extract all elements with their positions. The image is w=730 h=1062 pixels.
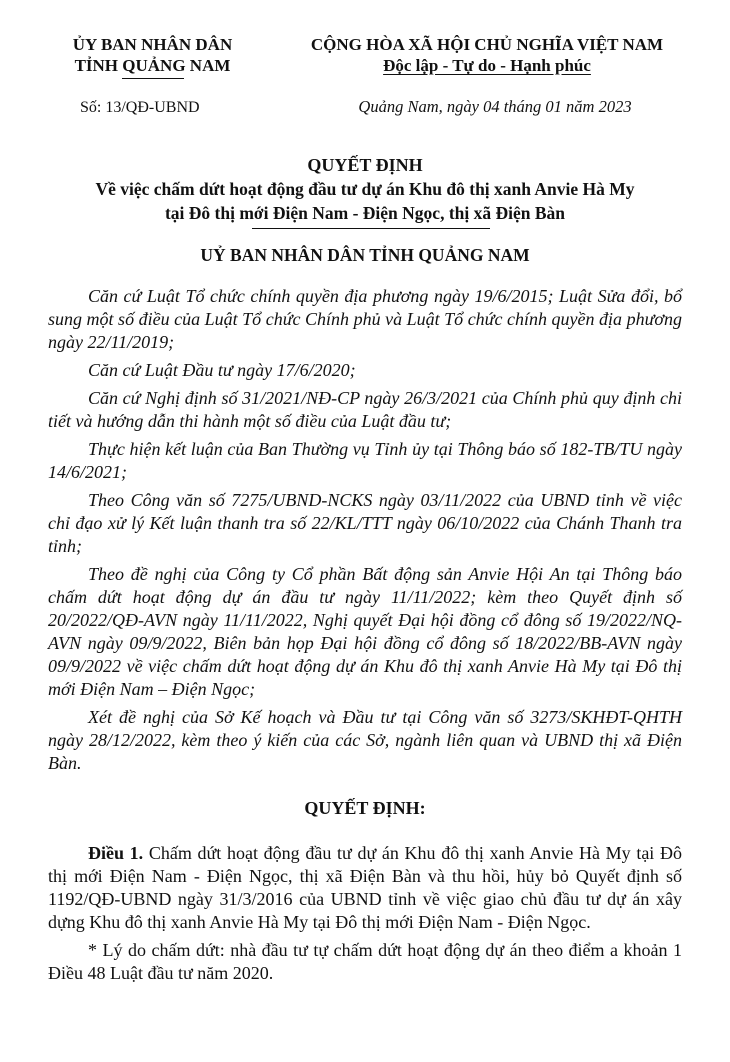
national-motto: Độc lập - Tự do - Hạnh phúc: [383, 56, 591, 75]
national-title: CỘNG HÒA XÃ HỘI CHỦ NGHĨA VIỆT NAM: [310, 35, 664, 54]
article-1-paragraph: [48, 842, 682, 934]
document-type: QUYẾT ĐỊNH: [307, 155, 423, 175]
preamble-paragraph: Căn cứ Luật Đầu tư ngày 17/6/2020;: [88, 360, 356, 380]
document-subject-line1: Về việc chấm dứt hoạt động đầu tư dự án Khu đô thị xanh Anvie Hà My: [95, 179, 635, 199]
place-and-date: Quảng Nam, ngày 04 tháng 01 năm 2023: [358, 97, 632, 116]
preamble-paragraph: Căn cứ Nghị định số 31/2021/NĐ-CP ngày 26/3/2021 của Chính phủ quy định chi tiết và hướng dẫn thi hành một số điều của Luật đầu tư;: [48, 388, 682, 431]
document-body: [48, 285, 682, 990]
issuing-authority-line2: TỈNH QUẢNG NAM: [74, 56, 231, 75]
preamble-paragraph: Theo đề nghị của Công ty Cổ phần Bất động sản Anvie Hội An tại Thông báo chấm dứt hoạt động dự án đầu tư ngày 11/11/2022; kèm theo Quyết định số 20/2022/QĐ-AVN ngày 11/11/2022, Nghị quyết Đại hội đồng cổ đông số 19/2022/NQ-AVN ngày 09/9/2022, Biên bản họp Đại hội đồng cổ đông số 18/2022/BB-AVN ngày 09/9/2022 về việc chấm dứt hoạt động dự án Khu đô thị xanh Anvie Hà My tại Đô thị mới Điện Nam – Điện Ngọc;: [48, 564, 682, 699]
article-1-reason: * Lý do chấm dứt: nhà đầu tư tự chấm dứt hoạt động dự án theo điểm a khoản 1 Điều 48 Luật đầu tư năm 2020.: [48, 940, 682, 983]
preamble-paragraph: Căn cứ Luật Tổ chức chính quyền địa phương ngày 19/6/2015; Luật Sửa đổi, bổ sung một số điều của Luật Tổ chức Chính phủ và Luật Tổ chức chính quyền địa phương ngày 22/11/2019;: [48, 286, 682, 352]
article-1-text: Chấm dứt hoạt động đầu tư dự án Khu đô thị xanh Anvie Hà My tại Đô thị mới Điện Nam - Điện Ngọc, thị xã Điện Bàn và thu hồi, hủy bỏ Quyết định số 1192/QĐ-UBND ngày 31/3/2016 của UBND tỉnh về việc giao chủ đầu tư dự án xây dựng Khu đô thị xanh Anvie Hà My tại Đô thị mới Điện Nam - Điện Ngọc.: [48, 843, 682, 932]
issuing-authority-line1: ỦY BAN NHÂN DÂN: [72, 35, 233, 54]
issuing-body-heading: UỶ BAN NHÂN DÂN TỈNH QUẢNG NAM: [200, 245, 530, 265]
preamble-paragraph: Xét đề nghị của Sở Kế hoạch và Đầu tư tại Công văn số 3273/SKHĐT-QHTH ngày 28/12/2022, kèm theo ý kiến của các Sở, ngành liên quan và UBND thị xã Điện Bàn.: [48, 707, 682, 773]
preamble-paragraph: Theo Công văn số 7275/UBND-NCKS ngày 03/11/2022 của UBND tỉnh về việc chỉ đạo xử lý Kết luận thanh tra số 22/KL/TTT ngày 06/10/2022 của Chánh Thanh tra tỉnh;: [48, 490, 682, 556]
document-title-block: [0, 153, 730, 225]
title-divider: [252, 228, 490, 229]
national-title-block: [272, 34, 702, 76]
issuing-authority-block: [40, 34, 265, 79]
article-1-label: Điều 1.: [88, 843, 144, 863]
document-subject-line2: tại Đô thị mới Điện Nam - Điện Ngọc, thị xã Điện Bàn: [164, 203, 566, 223]
preamble-paragraph: Thực hiện kết luận của Ban Thường vụ Tỉnh ủy tại Thông báo số 182-TB/TU ngày 14/6/2021;: [48, 439, 682, 482]
decision-heading: QUYẾT ĐỊNH:: [304, 798, 426, 818]
authority-underline: [122, 78, 184, 79]
reference-number: Số: 13/QĐ-UBND: [80, 99, 200, 116]
